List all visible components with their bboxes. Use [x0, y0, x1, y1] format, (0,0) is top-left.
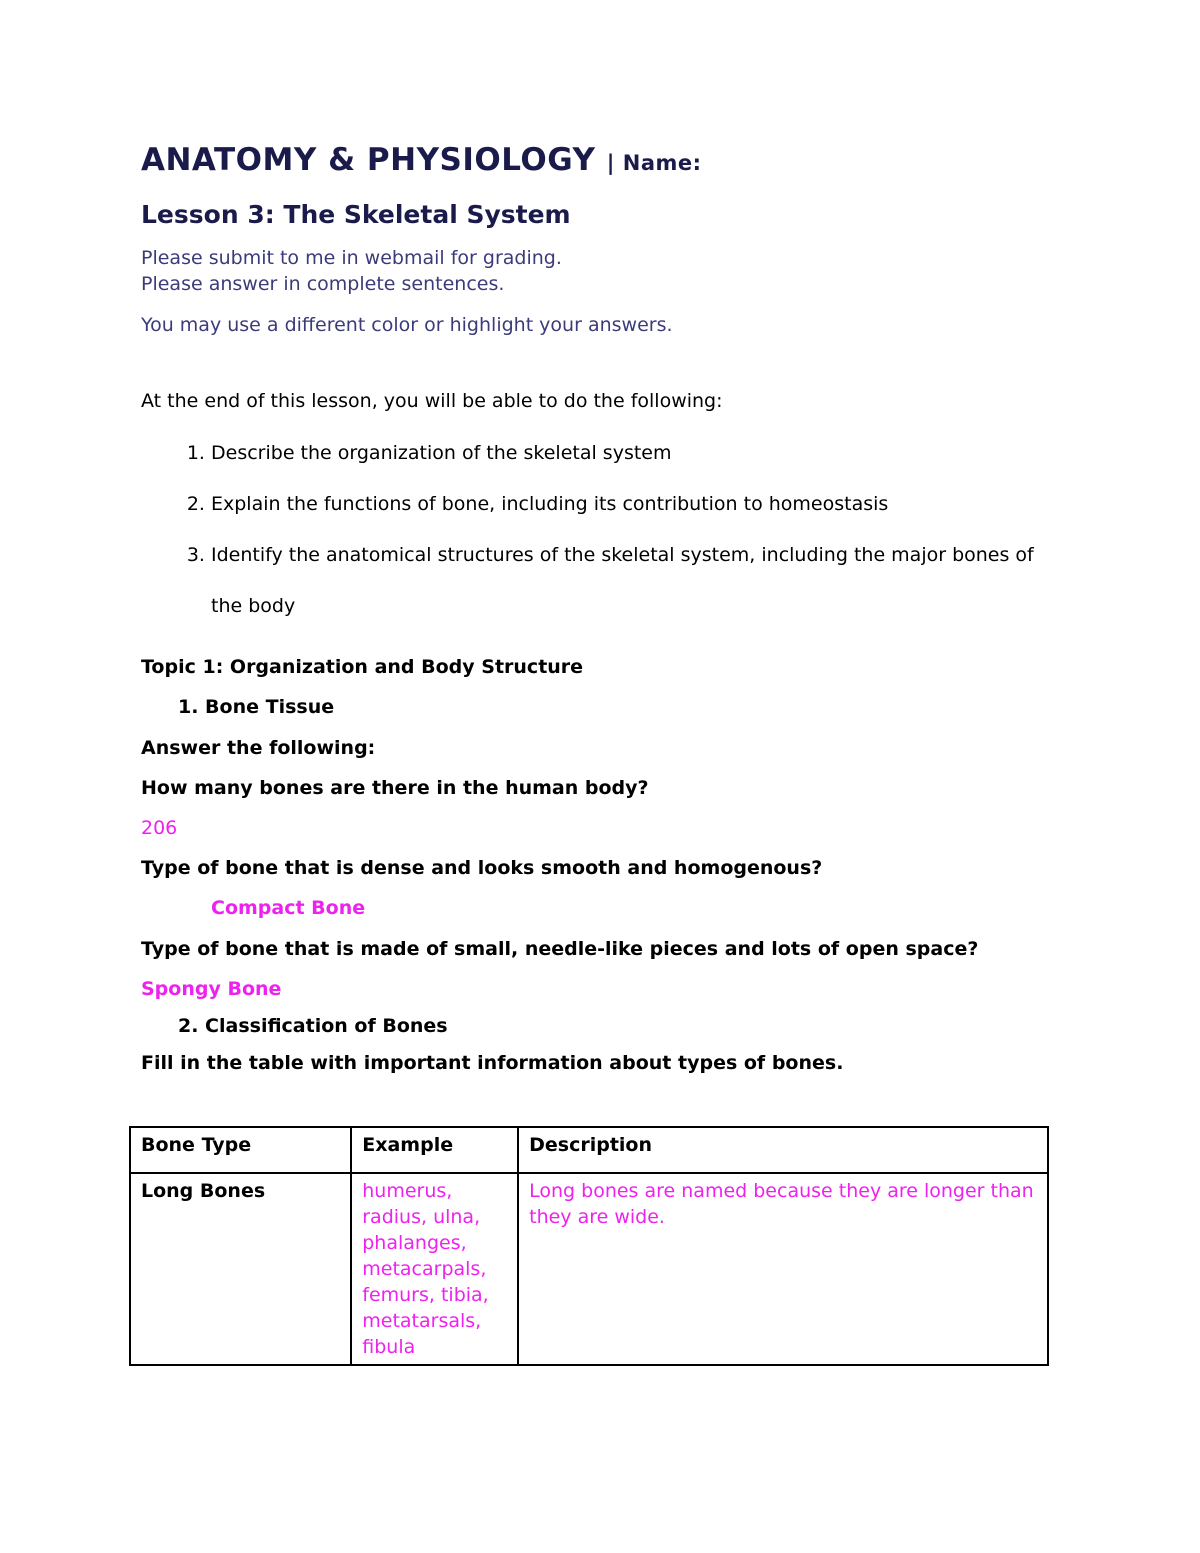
- table-prompt: Fill in the table with important information about types of bones.: [141, 1052, 844, 1074]
- table-row: [130, 1173, 1048, 1365]
- document-title: [141, 138, 1061, 185]
- question-bone-count: How many bones are there in the human body?: [141, 777, 649, 799]
- answer-bone-count: 206: [141, 817, 178, 839]
- subheading-bone-tissue: 1. Bone Tissue: [178, 696, 335, 718]
- answer-dense-bone: Compact Bone: [211, 897, 366, 919]
- table-header-row: [130, 1127, 1048, 1173]
- cell-description: Long bones are named because they are longer than they are wide.: [518, 1173, 1048, 1365]
- answer-spongy-bone: Spongy Bone: [141, 978, 282, 1000]
- question-dense-bone: Type of bone that is dense and looks smooth and homogenous?: [141, 857, 823, 879]
- objective-item: 3. Identify the anatomical structures of the skeletal system, including the major bones of the body: [211, 530, 1061, 632]
- name-label: | Name:: [606, 151, 702, 175]
- header-example: Example: [351, 1127, 518, 1173]
- objective-item: 2. Explain the functions of bone, including its contribution to homeostasis: [211, 479, 1061, 530]
- instruction-sentences: Please answer in complete sentences.: [141, 273, 505, 295]
- instruction-submit: Please submit to me in webmail for grading.: [141, 247, 562, 269]
- header-description: Description: [518, 1127, 1048, 1173]
- course-title: ANATOMY & PHYSIOLOGY: [141, 142, 596, 178]
- header-bone-type: Bone Type: [130, 1127, 351, 1173]
- objective-item: 1. Describe the organization of the skeletal system: [211, 428, 1061, 479]
- cell-example: humerus, radius, ulna, phalanges, metacarpals, femurs, tibia, metatarsals, fibula: [351, 1173, 518, 1365]
- topic-heading: Topic 1: Organization and Body Structure: [141, 656, 584, 678]
- lesson-title: Lesson 3: The Skeletal System: [141, 200, 571, 229]
- bone-types-table: [129, 1126, 1049, 1366]
- instruction-color: You may use a different color or highlight your answers.: [141, 314, 673, 336]
- cell-bone-type: Long Bones: [130, 1173, 351, 1365]
- objectives-intro: At the end of this lesson, you will be able to do the following:: [141, 390, 723, 412]
- question-spongy-bone: Type of bone that is made of small, needle-like pieces and lots of open space?: [141, 938, 979, 960]
- subheading-classification: 2. Classification of Bones: [178, 1015, 448, 1037]
- objectives-list: [141, 428, 1061, 632]
- answer-prompt: Answer the following:: [141, 737, 376, 759]
- document-page: [141, 138, 1061, 1077]
